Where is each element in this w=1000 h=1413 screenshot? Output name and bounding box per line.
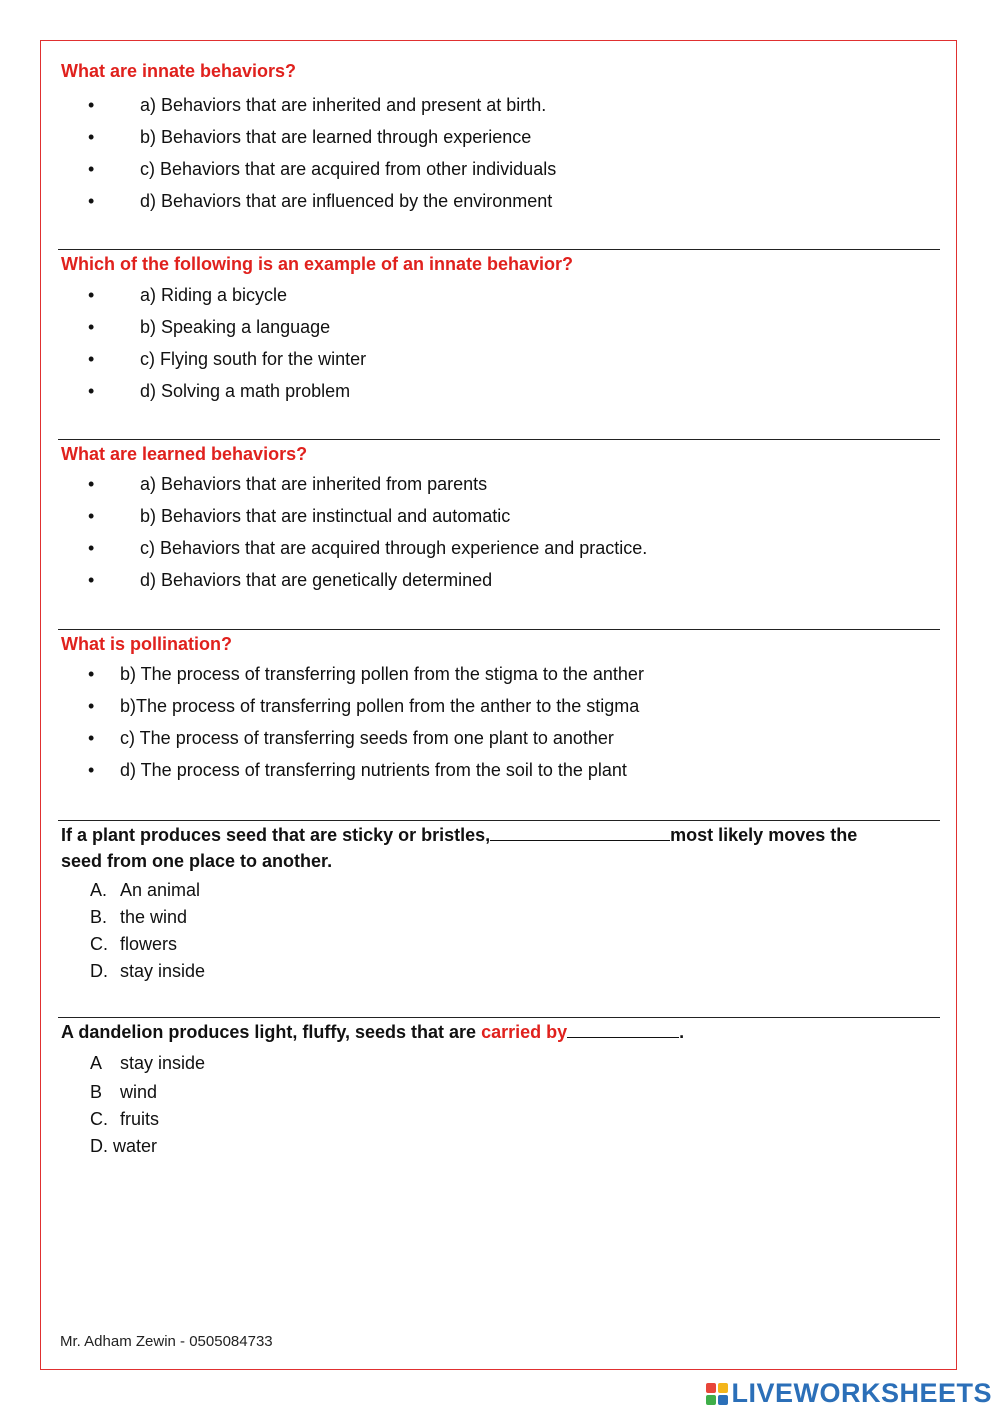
question-6-title: A dandelion produces light, fluffy, seeds that are carried by . [61,1022,685,1042]
question-6-option-d[interactable]: D. water [90,1136,158,1156]
footer-author: Mr. Adham Zewin - 0505084733 [60,1333,273,1350]
question-5-option-c[interactable]: C. flowers [90,934,178,954]
question-5-option-a[interactable]: A. An animal [90,880,201,900]
question-5-option-d[interactable]: D. stay inside [90,961,206,981]
question-5 [58,822,940,985]
divider [58,629,940,630]
brand-wordmark: LIVEWORKSHEETS [731,1378,992,1408]
question-1 [58,58,940,217]
question-2-title: Which of the following is an example of an innate behavior? [61,254,574,274]
question-3-option-a[interactable]: • a) Behaviors that are inherited from parents [88,474,488,494]
question-5-title-line-2: seed from one place to another. [61,851,333,871]
question-3-option-b[interactable]: • b) Behaviors that are instinctual and automatic [88,506,511,526]
divider [58,820,940,821]
question-1-option-b[interactable]: • b) Behaviors that are learned through experience [88,127,532,147]
question-3-title: What are learned behaviors? [61,444,308,464]
question-3-option-c[interactable]: • c) Behaviors that are acquired through experience and practice. [88,538,648,558]
question-5-title: If a plant produces seed that are sticky or bristles, most likely moves the [61,825,858,845]
question-2-option-b[interactable]: • b) Speaking a language [88,317,331,337]
question-4-option-a[interactable]: • b) The process of transferring pollen from the stigma to the anther [88,664,644,684]
answer-blank[interactable] [490,824,670,841]
liveworksheets-brand[interactable] [706,1378,992,1409]
divider [58,249,940,250]
question-4-title: What is pollination? [61,634,232,654]
question-1-option-a[interactable]: • a) Behaviors that are inherited and present at birth. [88,95,547,115]
question-2 [58,251,940,407]
divider [58,1017,940,1018]
question-6 [58,1019,940,1160]
answer-blank[interactable] [567,1021,679,1038]
question-1-option-c[interactable]: • c) Behaviors that are acquired from other individuals [88,159,557,179]
question-4-option-d[interactable]: • d) The process of transferring nutrients from the soil to the plant [88,760,627,780]
question-3-option-d[interactable]: • d) Behaviors that are genetically determined [88,570,493,590]
question-4-option-b[interactable]: • b)The process of transferring pollen from the anther to the stigma [88,696,640,716]
divider [58,439,940,440]
question-2-option-d[interactable]: • d) Solving a math problem [88,381,351,401]
question-2-option-a[interactable]: • a) Riding a bicycle [88,285,288,305]
question-6-option-b[interactable]: B wind [90,1082,158,1102]
question-6-option-a[interactable]: A stay inside [90,1053,206,1073]
question-1-title: What are innate behaviors? [61,61,297,81]
question-3 [58,441,940,596]
question-5-option-b[interactable]: B. the wind [90,907,188,927]
question-4-option-c[interactable]: • c) The process of transferring seeds from one plant to another [88,728,614,748]
question-6-option-c[interactable]: C. fruits [90,1109,160,1129]
question-2-option-c[interactable]: • c) Flying south for the winter [88,349,367,369]
liveworksheets-logo-icon [706,1383,728,1405]
question-4 [58,631,940,786]
question-1-option-d[interactable]: • d) Behaviors that are influenced by the environment [88,191,553,211]
